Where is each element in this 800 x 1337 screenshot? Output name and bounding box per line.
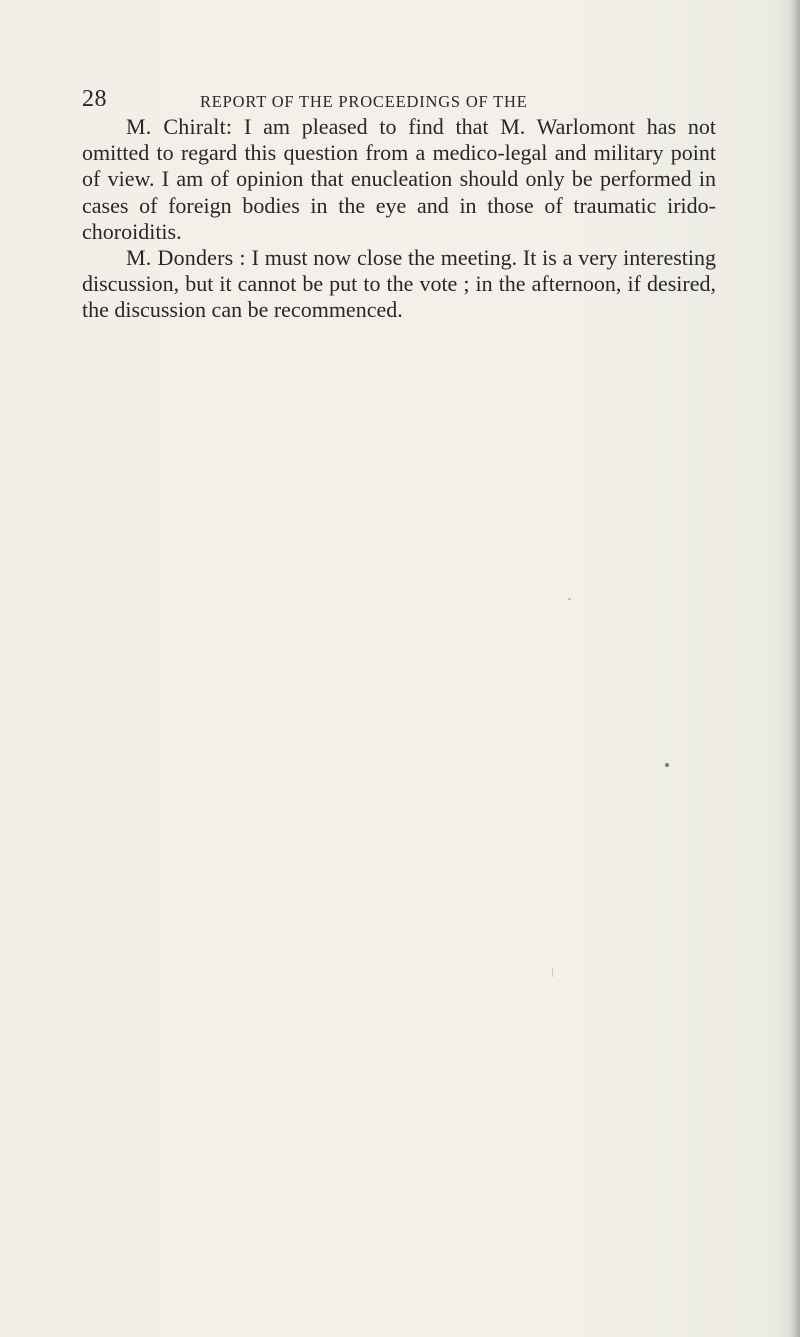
page-header xyxy=(82,88,722,112)
paper-speck xyxy=(568,598,571,600)
paper-speck xyxy=(552,968,553,977)
page-number: 28 xyxy=(82,86,107,112)
paragraph-text: I must now close the meeting. It is a very interesting discussion, but it cannot be put to the vote ; in the afternoon, if desired, the discussion can be recommenced. xyxy=(82,245,716,323)
paragraph-chiralt xyxy=(82,114,716,245)
speaker-name: M. Donders : xyxy=(126,245,246,271)
speaker-name: M. Chiralt: xyxy=(126,114,233,139)
paragraph-text: I am pleased to find that M. Warlomont has not omitted to regard this question from a medico-legal and military point of view. I am of opinion that enucleation should only be performed in cases of foreign bodies in the eye and in those of traumatic irido-choroiditis. xyxy=(82,114,716,244)
page-edge-shadow xyxy=(790,0,800,1337)
body-text xyxy=(82,114,716,324)
paper-speck xyxy=(665,763,669,767)
paragraph-donders xyxy=(82,245,716,324)
running-head: REPORT OF THE PROCEEDINGS OF THE xyxy=(200,92,528,111)
